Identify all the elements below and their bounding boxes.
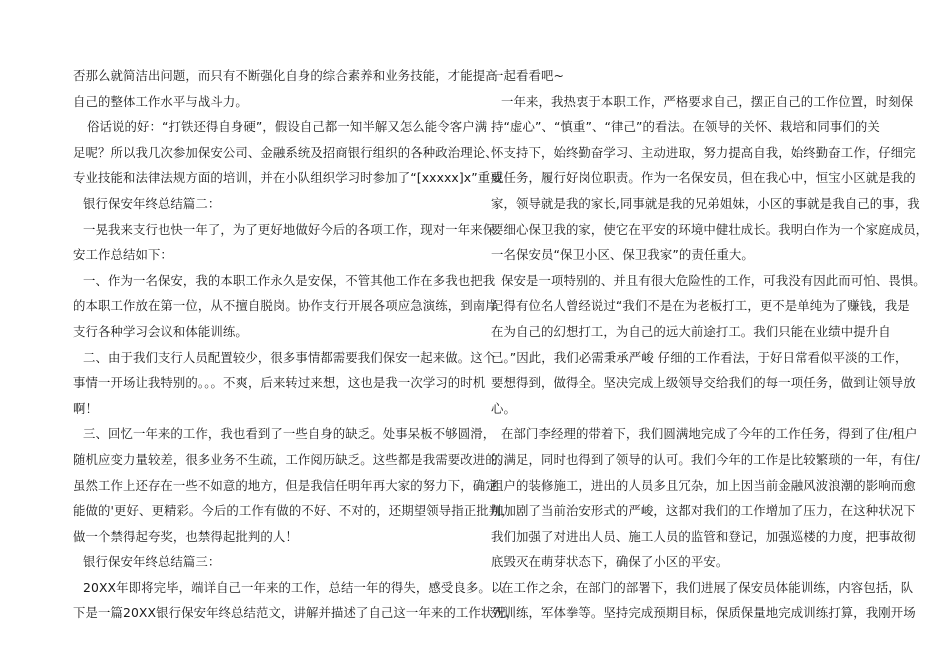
text-line: 下是一篇20XX银行保安年终总结范文，讲解并描述了自己这一年来的工作状况，	[73, 605, 519, 621]
text-line: 虽然工作上还存在一些不如意的地方，但是我信任明年再大家的努力下，确定	[73, 477, 498, 493]
text-line: 加加剧了当前治安形式的严峻，这都对我们的工作增加了压力，在这种状况下	[491, 503, 916, 519]
text-line: 持“虚心”、“慎重”、“律己”的看法。在领导的关怀、栽培和同事们的关	[491, 119, 880, 135]
text-line: 我们加强了对进出人员、施工人员的监管和登记，加强巡楼的力度，把事故彻	[491, 528, 916, 544]
text-line: 做一个禁得起夸奖，也禁得起批判的人！	[73, 528, 298, 544]
paragraph-start: 俗话说的好：“打铁还得自身硬”，假设自己都一知半解又怎么能令客户满	[87, 119, 488, 135]
text-line: 的本职工作放在第一位，从不擅自脱岗。协作支行开展各项应急演练，到南岸	[73, 298, 498, 314]
right-column	[491, 63, 929, 626]
text-line: 自己的整体工作水平与战斗力。	[73, 93, 248, 109]
text-line: 在为自己的幻想打工，为自己的远大前途打工。我们只能在业绩中提升自	[491, 323, 891, 339]
paragraph-start: 保安是一项特别的、并且有很大危险性的工作，可我没有因此而可怕、畏惧。	[501, 272, 926, 288]
paragraph-start: 20XX年即将完毕，端详自己一年来的工作，总结一年的得失，感受良多。以	[83, 579, 504, 595]
text-line: 要细心保卫我的家，使它在平安的环境中健壮成长。我明白作为一个家庭成员，	[491, 221, 929, 237]
left-column	[73, 63, 519, 626]
text-line: 家，领导就是我的家长,同事就是我的兄弟姐妹，小区的事就是我自己的事，我	[491, 195, 920, 211]
text-line: 要想得到，做得全。坚决完成上级领导交给我们的每一项任务，做到让领导放	[491, 375, 916, 391]
text-line: 足呢？所以我几次参加保安公司、金融系统及招商银行组织的各种政治理论、	[73, 144, 498, 160]
text-line: 能做的'更好、更精彩。今后的工作有做的不好、不对的，还期望领导指正批判，	[73, 503, 514, 519]
text-line: 啊！	[73, 400, 98, 416]
text-line: 支行各种学习会议和体能训练。	[73, 323, 248, 339]
text-line: 一名保安员“保卫小区、保卫我家”的责任重大。	[491, 247, 754, 263]
text-line: 列训练，军体拳等。坚持完成预期目标，保质保量地完成训练打算，我刚开场	[491, 605, 916, 621]
text-line: 安工作总结如下：	[73, 247, 173, 263]
text-line: 底毁灭在萌芽状态下，确保了小区的平安。	[491, 554, 729, 570]
text-line: 专业技能和法律法规方面的培训，并在小队组织学习时参加了“[xxxxx]x”重要	[73, 170, 503, 186]
text-line: 的满足，同时也得到了领导的认可。我们今年的工作是比较繁琐的一年，有住/	[491, 451, 920, 467]
text-line: 一起看看吧~	[491, 68, 564, 83]
text-line: 心。	[491, 400, 516, 416]
text-line: 怀支持下，始终勤奋学习、主动进取，努力提高自我，始终勤奋工作，仔细完	[491, 144, 916, 160]
text-line: 成任务，履行好岗位职责。作为一名保安员，但在我心中，恒宝小区就是我的	[491, 170, 916, 186]
text-line: 记得有位名人曾经说过“我们不是在为老板打工，更不是单纯为了赚钱，我是	[491, 298, 910, 314]
text-line: 己。”因此，我们必需秉承严峻 仔细的工作看法，于好日常看似平淡的工作，	[491, 349, 908, 365]
text-line: 租户的装修施工，进出的人员多且冗杂，加上因当前金融风波浪潮的影响而愈	[491, 477, 916, 493]
paragraph-start: 一、作为一名保安，我的本职工作永久是安保，不管其他工作在多我也把我	[83, 272, 496, 288]
paragraph-start: 三、回忆一年来的工作，我也看到了一些自身的缺乏。处事呆板不够圆滑，	[83, 426, 496, 442]
section-heading: 银行保安年终总结篇二：	[83, 195, 221, 211]
paragraph-start: 一年来，我热衷于本职工作，严格要求自己，摆正自己的工作位置，时刻保	[501, 93, 914, 109]
paragraph-start: 在工作之余，在部门的部署下，我们进展了保安员体能训练，内容包括，队	[501, 579, 914, 595]
text-line: 否那么就简洁出问题，而只有不断强化自身的综合素养和业务技能，才能提高	[73, 68, 498, 83]
text-line: 事情一开场让我特别的。。。不爽，后来转过来想，这也是我一次学习的时机	[73, 375, 486, 391]
paragraph-start: 一晃我来支行也快一年了，为了更好地做好今后的各项工作，现对一年来保	[83, 221, 496, 237]
paragraph-start: 在部门李经理的带着下，我们圆满地完成了今年的工作任务，得到了住/租户	[501, 426, 918, 442]
paragraph-start: 二、由于我们支行人员配置较少，很多事情都需要我们保安一起来做。这个	[83, 349, 496, 365]
text-line: 随机应变力量较差，很多业务不生疏，工作阅历缺乏。这些都是我需要改进的。	[73, 451, 511, 467]
section-heading: 银行保安年终总结篇三：	[83, 554, 221, 570]
